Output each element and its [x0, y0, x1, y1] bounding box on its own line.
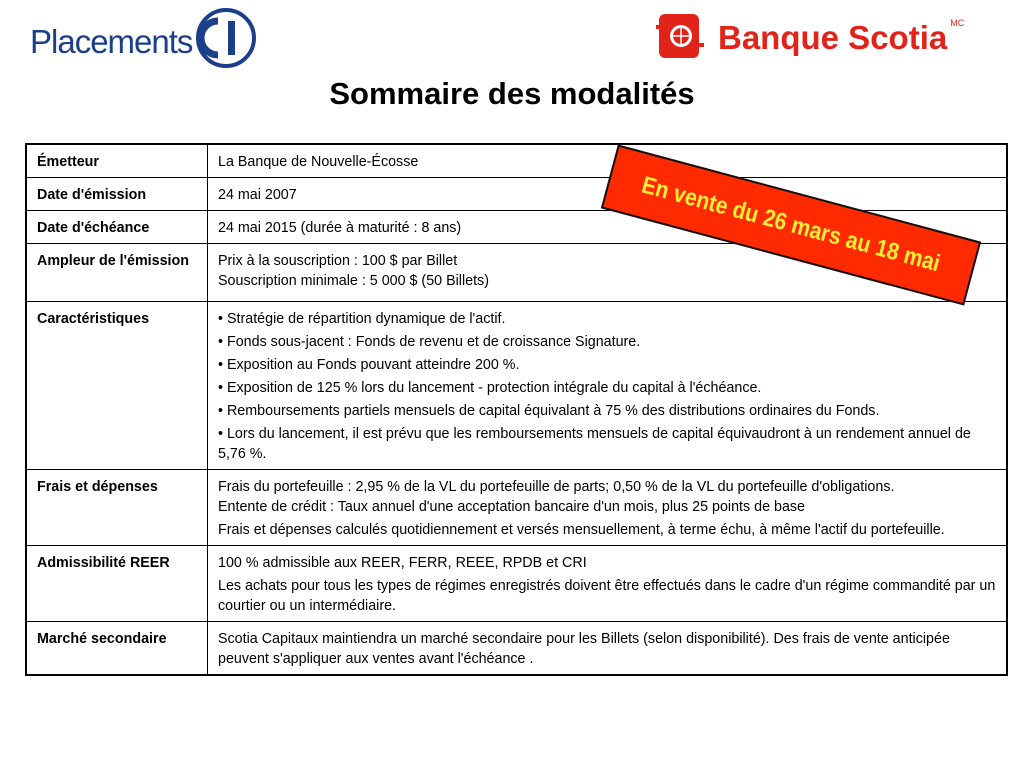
scotia-logo-mc: MC — [950, 18, 965, 28]
table-row — [26, 470, 1007, 546]
row-label: Caractéristiques — [26, 302, 208, 470]
row-value-line: Frais et dépenses calculés quotidiennement et versés mensuellement, à terme échu, à même l'actif du portefeuille. — [218, 522, 945, 538]
scotia-logo-icon — [656, 11, 706, 66]
row-label: Marché secondaire — [26, 622, 208, 676]
row-value-line: Les achats pour tous les types de régimes enregistrés doivent être effectués dans le cadre d'un régime commandité par un courtier ou un intermédiaire. — [218, 578, 996, 614]
row-label: Émetteur — [26, 144, 208, 178]
row-value — [208, 470, 1008, 546]
row-value-line: Frais du portefeuille : 2,95 % de la VL du portefeuille de parts; 0,50 % de la VL du portefeuille d'obligations. — [218, 479, 895, 495]
table-row — [26, 302, 1007, 470]
table-row — [26, 178, 1007, 211]
placements-ci-logo — [30, 8, 257, 72]
scotia-logo-text: Banque Scotia — [718, 19, 948, 56]
placements-logo-text: Placements — [30, 23, 193, 60]
row-value-line: Prix à la souscription : 100 $ par Billet — [218, 253, 458, 269]
row-label: Frais et dépenses — [26, 470, 208, 546]
promo-banner-text: En vente du 26 mars au 18 mai — [639, 171, 944, 278]
row-label: Admissibilité REER — [26, 546, 208, 622]
table-row — [26, 144, 1007, 178]
row-value-line: • Exposition de 125 % lors du lancement - protection intégrale du capital à l'échéance. — [218, 380, 762, 396]
row-value — [208, 302, 1008, 470]
table-row — [26, 622, 1007, 676]
row-value-line: • Fonds sous-jacent : Fonds de revenu et de croissance Signature. — [218, 334, 641, 350]
row-value-line: La Banque de Nouvelle-Écosse — [218, 154, 419, 170]
row-value-line: • Lors du lancement, il est prévu que les remboursements mensuels de capital équivaudront à un rendement annuel de 5,76 %. — [218, 426, 971, 462]
row-value — [208, 546, 1008, 622]
row-label: Date d'échéance — [26, 211, 208, 244]
row-value-line: 24 mai 2015 (durée à maturité : 8 ans) — [218, 220, 462, 236]
row-value-line: • Stratégie de répartition dynamique de l'actif. — [218, 311, 506, 327]
table-row — [26, 546, 1007, 622]
row-value-line: 100 % admissible aux REER, FERR, REEE, RPDB et CRI — [218, 555, 587, 571]
row-value-line: Entente de crédit : Taux annuel d'une acceptation bancaire d'un mois, plus 25 points de base — [218, 499, 806, 515]
row-label: Date d'émission — [26, 178, 208, 211]
row-value-line: • Exposition au Fonds pouvant atteindre 200 %. — [218, 357, 520, 373]
row-value-line: Souscription minimale : 5 000 $ (50 Billets) — [218, 273, 489, 289]
row-value — [208, 144, 1008, 178]
row-label: Ampleur de l'émission — [26, 244, 208, 302]
row-value-line: • Remboursements partiels mensuels de capital équivalant à 75 % des distributions ordinaires du Fonds. — [218, 403, 880, 419]
scotia-logo — [656, 12, 964, 64]
page-title: Sommaire des modalités — [329, 76, 695, 111]
ci-seal-icon — [195, 7, 257, 74]
row-value — [208, 622, 1008, 676]
row-value-line: Scotia Capitaux maintiendra un marché secondaire pour les Billets (selon disponibilité). Des frais de vente anticipée peuvent s'appliquer aux ventes avant l'échéance . — [218, 631, 950, 667]
row-value-line: 24 mai 2007 — [218, 187, 297, 203]
